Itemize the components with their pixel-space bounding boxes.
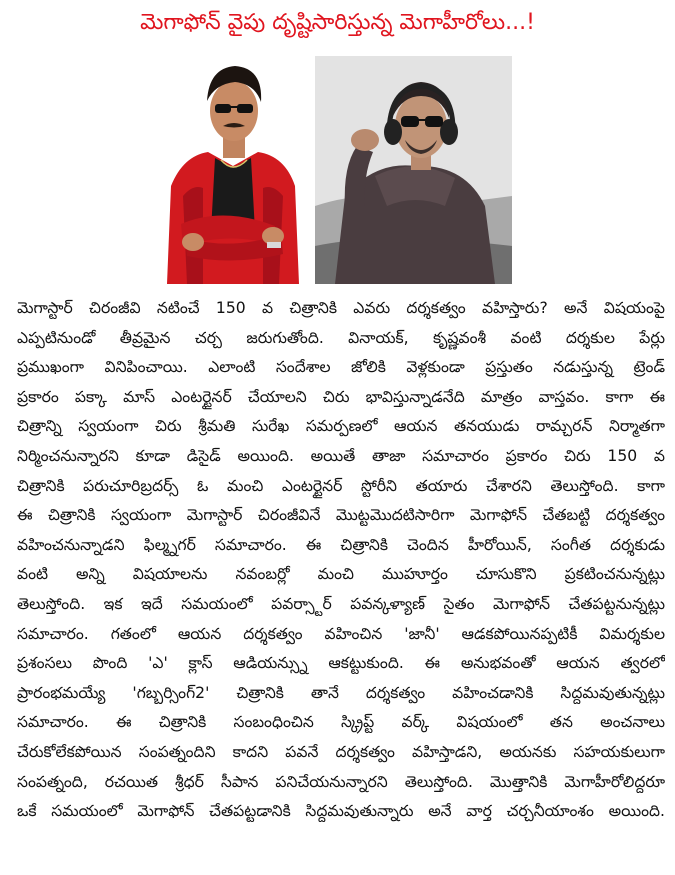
article-line: ఈ చిత్రానికి స్వయంగా మెగాస్టార్ చిరంజీవినే మొట్టమొదటిసారిగా మెగాఫోన్ చేతబట్టి దర్శకత్వం	[17, 506, 665, 525]
article-line: ప్రారంభమయ్యే 'గబ్బర్సింగ్2' చిత్రానికి తానే దర్శకత్వం వహించడానికి సిద్దమవుతున్నట్లు	[17, 683, 665, 702]
pawan-kalyan-photo	[315, 56, 512, 284]
article-line: సమాచారం. ఈ చిత్రానికి సంబంధించిన స్క్రిప్ట్ వర్క్ విషయంలో తన అంచనాలు	[17, 713, 665, 732]
article-line: ఒకే సమయంలో మెగాఫోన్ చేతపట్టడానికి సిద్దమవుతున్నారు అనే వార్త చర్చనీయాంశం అయింది.	[17, 802, 665, 821]
article-line: నిర్మించనున్నారని కూడా డిసైడ్ అయింది. అయితే తాజా సమాచారం ప్రకారం చిరు 150 వ	[17, 446, 665, 465]
article-body	[17, 294, 665, 827]
chiranjeevi-photo	[163, 56, 303, 284]
chiranjeevi-photo-icon	[163, 56, 303, 284]
article-line: ప్రముఖంగా వినిపించాయి. ఎలాంటి సందేశాల జోలికి వెళ్లకుండా ప్రస్తుతం నడుస్తున్న ట్రెండ్	[17, 358, 665, 377]
article-line: ప్రశంసలు పొంది 'ఎ' క్లాస్ ఆడియన్స్ను ఆకట్టుకుంది. ఈ అనుభవంతో ఆయన త్వరలో	[17, 654, 665, 673]
page-title: మెగాఫోన్ వైపు దృష్టిసారిస్తున్న మెగాహీరోలు...!	[140, 10, 535, 35]
pawan-kalyan-photo-icon	[315, 56, 512, 284]
article-line: వంటి అన్ని విషయాలను నవంబర్లో మంచి ముహూర్తం చూసుకొని ప్రకటించనున్నట్లు	[17, 565, 665, 584]
article-line: తెలుస్తోంది. ఇక ఇదే సమయంలో పవర్స్టార్ పవన్కళ్యాణ్ సైతం మెగాఫోన్ చేతపట్టనున్నట్లు	[17, 594, 665, 613]
article-line: మెగాస్టార్ చిరంజీవి నటించే 150 వ చిత్రానికి ఎవరు దర్శకత్వం వహిస్తారు? అనే విషయంపై	[17, 299, 665, 317]
article-line: సంపత్నంది, రచయిత శ్రీధర్ సీపాన పనిచేయనున్నారని తెలుస్తోంది. మొత్తానికి మెగాహీరోలిద్దరూ	[17, 772, 665, 791]
article-line: చిత్రాన్ని స్వయంగా చిరు శ్రీమతి సురేఖ సమర్పణలో ఆయన తనయుడు రామ్చరన్ నిర్మాతగా	[17, 417, 665, 436]
article-line: ప్రకారం పక్కా మాస్ ఎంటర్టైనర్ చేయాలని చిరు భావిస్తున్నాడనేది మాత్రం వాస్తవం. కాగా ఈ	[17, 387, 665, 406]
article-line: సమాచారం. గతంలో ఆయన దర్శకత్వం వహించిన 'జానీ' ఆడకపోయినప్పటికీ విమర్శకుల	[17, 624, 665, 643]
article-line: చిత్రానికి పరుచూరిబ్రదర్స్ ఓ మంచి ఎంటర్టైనర్ స్టోరీని తయారు చేశారని తెలుస్తోంది. కాగా	[17, 476, 665, 495]
article-line: వహించనున్నాడని ఫిల్మ్నగర్ సమాచారం. ఈ చిత్రానికి చెందిన హీరోయిన్, సంగీత దర్శకుడు	[17, 535, 665, 554]
article-line: ఎప్పటినుండో తీవ్రమైన చర్చ జరుగుతోంది. వినాయక్, కృష్ణవంశీ వంటి దర్శకుల పేర్లు	[17, 328, 665, 347]
article-line: చేరుకోలేకపోయిన సంపత్నందిని కాదని పవనే దర్శకత్వం వహిస్తాడని, అయనకు సహయకులుగా	[17, 742, 665, 761]
